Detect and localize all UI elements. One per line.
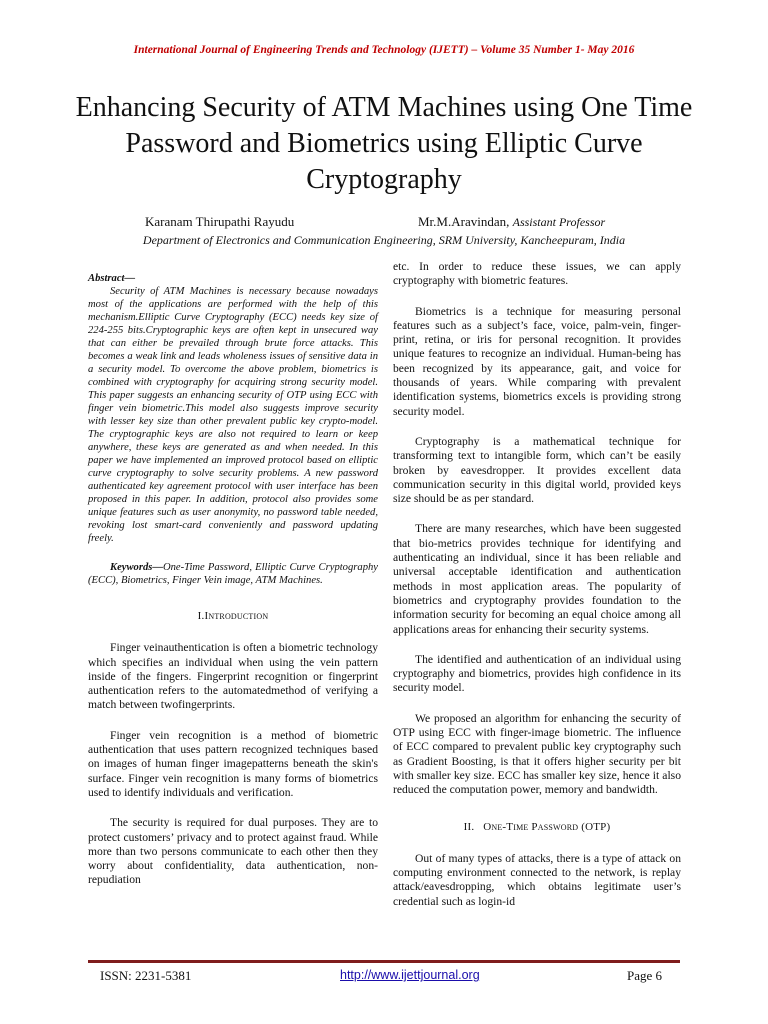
author-2 [418,214,605,230]
right-paragraph-3: Cryptography is a mathematical technique for transforming text to intangible form, which can’t be easily broken by eavesdropper. It provides excellent data communication security in this digital world, provided keys size should be as per standard. [393,434,681,506]
abstract-text: Security of ATM Machines is necessary because nowadays most of the applications are performed with the help of this mechanism.Elliptic Curve Cryptography (ECC) needs key size of 224-255 bits.Cryptographic keys are often kept in unsecured way that can either be prevailed through brute force attacks. This becomes a weak link and leads wholeness issues of sensitive data in a security model. To overcome the above problem, biometrics is combined with cryptography for acquiring strong security model. This paper suggests an enhancing security of OTP using ECC with finger vein biometric.This model also suggests improve security with lesser key size than other prevalent public key crypto-model. The cryptographic keys are also not required to learn or keep anywhere, these keys are generated as and when needed. In this paper we have implemented an improved protocol based on elliptic curve cryptography to solve security problems. A new password authenticated key agreement protocol with user interface has been proposed in this paper. In addition, protocol also provides some unique features such as user anonymity, no password table needed, revoking lost smart-card conveniently and password updating freely. [88,286,378,544]
abstract [88,272,378,545]
footer-url-link[interactable]: http://www.ijettjournal.org [340,968,480,982]
section-1-title: Introduction [204,610,269,622]
abstract-label: Abstract— [88,273,136,284]
author-2-name: Mr.M.Aravindan, [418,214,513,229]
paper-title: Enhancing Security of ATM Machines using One Time Password and Biometrics using Elliptic Curve Cryptography [75,92,693,195]
keywords-label: Keywords— [110,562,163,573]
section-heading-introduction [88,609,378,623]
keywords [88,561,378,587]
right-column [393,260,681,925]
intro-paragraph-3: The security is required for dual purposes. They are to protect customers’ privacy and to protect against fraud. While more than two persons communicate to each other then they worry about confidentiality, data authentication, non-repudiation [88,816,378,887]
footer-rule [88,960,680,963]
right-paragraph-7: Out of many types of attacks, there is a type of attack on computing environment connected to the network, is replay attack/eavesdropping, which obtains legitimate user’s credential such as login-id [393,851,681,908]
left-column [88,272,378,904]
right-paragraph-6: We proposed an algorithm for enhancing the security of OTP using ECC with finger-image biometric. The influence of ECC compared to prevalent public key cryptography such as Gradient Boosting, is that it offers higher security per bit with smaller key size. ECC has smaller key size, hence it also reduced the computation power, memory and bandwidth. [393,711,681,797]
footer-issn: ISSN: 2231-5381 [100,968,192,983]
section-heading-otp [393,820,681,834]
affiliation: Department of Electronics and Communication Engineering, SRM University, Kancheepuram, India [142,233,626,247]
right-paragraph-4: There are many researches, which have been suggested that bio-metrics provides technique for identifying and authenticating an individual, since it has been reliable and universal acceptable identification and authentication methods in most application areas. The popularity of biometrics and cryptography provides foundation to the information security for becoming an equal choice among all applications areas for enhancing their security systems. [393,522,681,636]
right-paragraph-5: The identified and authentication of an individual using cryptography and biometrics, provides high confidence in its security model. [393,652,681,695]
right-paragraph-2: Biometrics is a technique for measuring personal features such as a subject’s face, voice, palm-vein, finger-print, retina, or iris for personal recognition. It provides unique features to recognize an individual. Human-being has been recognized by its appearance, gait, and voice for thousands of years. While comparing with prevalent identification systems, biometrics excels is providing strong security model. [393,304,681,418]
section-1-number: I. [197,610,205,622]
keywords-text: One-Time Password, Elliptic Curve Cryptography (ECC), Biometrics, Finger Vein image, ATM Machines. [88,562,378,586]
section-2-suffix: (OTP) [578,820,611,833]
section-2-title: One-Time Password [483,820,579,833]
footer [88,968,680,988]
intro-paragraph-1: Finger veinauthentication is often a biometric technology which specifies an individual when using the vein pattern inside of the fingers. Fingerprint recognition or fingerprint authentication refers to the automatedmethod of verifying a match between twofingerprints. [88,641,378,712]
section-2-number: II. [463,820,475,833]
intro-paragraph-2: Finger vein recognition is a method of biometric authentication that uses pattern recognized techniques based on images of human finger imagepatterns beneath the skin's surface. Finger vein recognition is many forms of biometrics used to identify individuals and verification. [88,728,378,799]
author-1: Karanam Thirupathi Rayudu [145,214,295,229]
author-2-role: Assistant Professor [512,215,606,229]
footer-page-number: Page 6 [626,968,662,983]
journal-header: International Journal of Engineering Trends and Technology (IJETT) – Volume 35 Number 1- May 2016 [133,44,635,56]
right-paragraph-1: etc. In order to reduce these issues, we can apply cryptography with biometric features. [393,260,681,288]
